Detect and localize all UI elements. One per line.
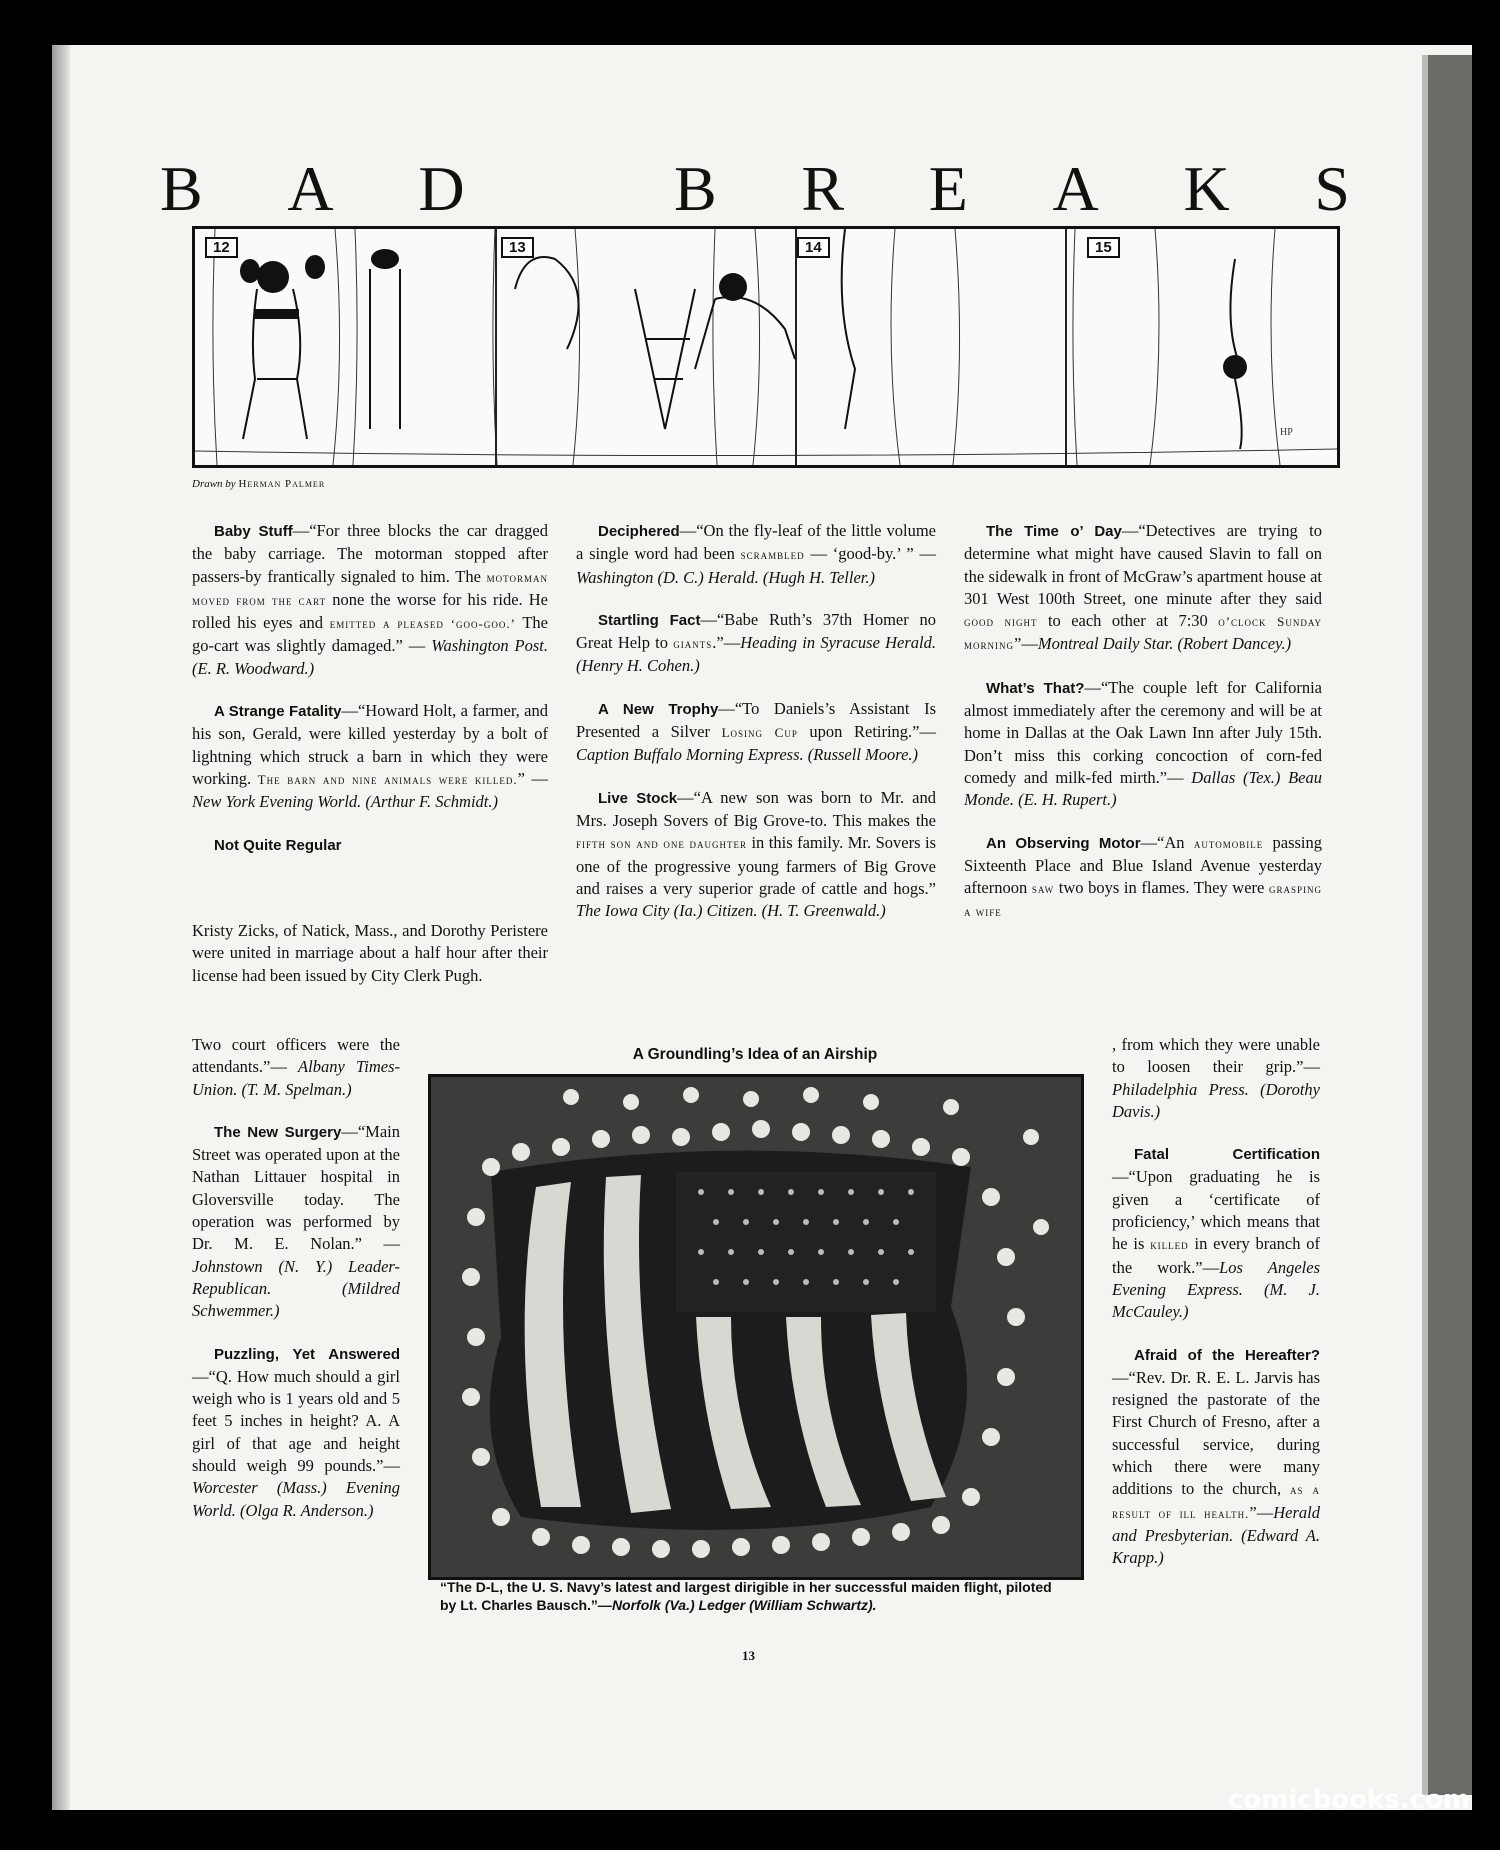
item-text: —“The couple left for California almost immediately after the ceremony and will be at home in Dallas at the Oak Lawn Inn after July 15th. Don’t miss this corking concoction of corn-fed comedy and milk-fed mirth.”—	[964, 677, 1322, 787]
title-letter: S	[1314, 153, 1350, 224]
item-heading: Not Quite Regular	[214, 836, 342, 854]
item-text: —“Main Street was operated upon at the Nathan Littauer hospital in Gloversville today. The operation was performed by Dr. M. E. Nolan.” —	[192, 1121, 400, 1254]
panel-number: 14	[797, 237, 830, 258]
item-fatal-certification	[1112, 1143, 1320, 1323]
item-smallcaps: o’clock Sunday morning	[964, 614, 1322, 653]
item-source: Montreal Daily Star. (Robert Dancey.)	[1037, 634, 1292, 654]
item-text: —“For three blocks the car dragged the baby carriage. The motorman stopped after passers-by frantically signaled to him. The	[192, 521, 548, 586]
item-text: —“Detectives are trying to determine what might have caused Slavin to fall on the sidewalk in front of McGraw’s apartment house at 301 West 100th Street, one minute after they said	[964, 521, 1322, 608]
item-source: Johnstown (N. Y.) Leader-Republican. (Mildred Schwemmer.)	[192, 1256, 400, 1321]
comic-illustration	[195, 229, 1337, 465]
site-watermark: comicbooks.com	[1228, 1785, 1471, 1815]
item-new-trophy	[576, 698, 936, 767]
item-text: ”—	[1014, 634, 1038, 654]
credit-artist: Herman Palmer	[238, 478, 326, 490]
item-text: —“An	[1140, 832, 1194, 852]
column-3	[964, 520, 1322, 924]
title-letter: K	[1183, 153, 1230, 224]
comic-signature: HP	[1280, 427, 1293, 438]
item-baby-stuff	[192, 520, 548, 680]
comic-panel-15	[1065, 229, 1112, 465]
item-source: Washington (D. C.) Herald. (Hugh H. Teller.)	[576, 567, 875, 587]
item-smallcaps: saw	[1031, 881, 1055, 897]
item-source: Los Angeles Evening Express. (M. J. McCauley.)	[1112, 1257, 1320, 1322]
comic-credit	[192, 478, 325, 490]
item-text: in this family. Mr. Sovers is one of the progressive young farmers of Big Grove and raises a very superior grade of cattle and hogs.”	[576, 833, 937, 898]
panel-number: 15	[1087, 237, 1120, 258]
caption-text: “The D-L, the U. S. Navy’s latest and largest dirigible in her successful maiden flight, piloted by Lt. Charles Bausch.”—	[440, 1579, 1052, 1613]
item-whats-that	[964, 677, 1322, 812]
page-edge-stack	[1428, 55, 1472, 1795]
item-observing-motor-tail	[1112, 1034, 1320, 1123]
item-smallcaps: scrambled	[740, 547, 805, 563]
item-text: —“To Daniels’s Assistant Is Presented a Silver	[576, 698, 936, 742]
page-title	[160, 152, 1350, 226]
item-smallcaps: automobile	[1193, 835, 1264, 851]
item-text: , from which they were unable to loosen their grip.”—	[1112, 1035, 1320, 1077]
title-letter: D	[418, 153, 465, 224]
item-text: —“Howard Holt, a farmer, and his son, Gerald, were killed yesterday by a bolt of lightning which struck a barn in which they were working.	[192, 701, 548, 788]
item-puzzling	[192, 1343, 400, 1522]
title-letter: B	[160, 153, 203, 224]
item-source: Albany Times-Union. (T. M. Spelman.)	[192, 1057, 400, 1099]
item-text: — ‘good-by.’ ” —	[804, 544, 937, 564]
item-text: none the worse for his ride. He rolled his eyes and	[192, 589, 549, 633]
item-afraid-hereafter	[1112, 1344, 1320, 1570]
item-smallcaps: good night	[964, 614, 1038, 630]
item-text: .”—	[712, 633, 741, 653]
title-letter: A	[1052, 153, 1099, 224]
column-1-narrow	[192, 1034, 400, 1542]
item-text: —“Babe Ruth’s 37th Homer no Great Help to	[576, 609, 936, 653]
item-heading: Afraid of the Hereafter?	[1134, 1346, 1320, 1364]
item-heading: Baby Stuff	[214, 523, 293, 540]
item-smallcaps: giants	[673, 636, 713, 652]
item-text: ”—	[1249, 1502, 1274, 1522]
item-source: Dallas (Tex.) Beau Monde. (E. H. Rupert.)	[964, 767, 1322, 810]
column-1-continued	[192, 920, 548, 1007]
item-text: The go-cart was slightly damaged.” —	[192, 613, 548, 656]
item-smallcaps: Losing Cup	[721, 725, 798, 741]
panel-number: 12	[205, 237, 238, 258]
title-letter: R	[801, 153, 845, 224]
item-text: —“Upon graduating he is given a ‘certificate of proficiency,’ which means that he is	[1112, 1167, 1320, 1254]
item-text: —“Q. How much should a girl weigh who is 1 years old and 5 feet 5 inches in height? A. A girl of that age and height should weigh 99 pounds.”—	[192, 1366, 400, 1476]
title-letter: E	[928, 153, 968, 224]
item-startling-fact	[576, 609, 936, 678]
item-smallcaps: as a result of ill health.	[1112, 1482, 1320, 1521]
item-not-quite-regular-text: Kristy Zicks, of Natick, Mass., and Dorothy Peristere were united in marriage about a half hour after their license had been issued by City Clerk Pugh.	[192, 921, 548, 985]
item-text: to each other at 7:30	[1037, 611, 1219, 631]
item-smallcaps: fifth son and one daughter	[576, 836, 747, 852]
column-1	[192, 520, 548, 857]
item-text: passing Sixteenth Place and Blue Island Avenue yesterday afternoon	[964, 832, 1323, 898]
item-text: in every branch of the work.”—	[1112, 1234, 1320, 1277]
item-source: Caption Buffalo Morning Express. (Russell Moore.)	[576, 745, 919, 765]
item-text: —“A new son was born to Mr. and Mrs. Joseph Sovers of Big Grove-to. This makes the	[576, 787, 937, 830]
item-live-stock	[576, 787, 936, 923]
caption-source: Norfolk (Va.) Ledger (William Schwartz).	[611, 1597, 877, 1613]
title-letter: B	[673, 153, 717, 224]
column-3-narrow	[1112, 1034, 1320, 1590]
item-text: —“Rev. Dr. R. E. L. Jarvis has resigned the pastorate of the First Church of Fresno, after a successful service, during which there were many additions to the church,	[1112, 1367, 1320, 1499]
item-heading: A New Trophy	[598, 700, 719, 718]
photo-illustration	[431, 1077, 1081, 1577]
item-smallcaps: emitted a pleased ‘goo-goo.’	[329, 616, 516, 632]
item-source: Heading in Syracuse Herald. (Henry H. Cohen.)	[576, 633, 936, 676]
item-time-of-day	[964, 520, 1322, 657]
panel-number: 13	[501, 237, 534, 258]
flag-photograph	[428, 1074, 1084, 1580]
photo-title: A Groundling’s Idea of an Airship	[632, 1046, 878, 1063]
item-heading: Puzzling, Yet Answered	[214, 1345, 400, 1363]
item-text: ” —	[517, 768, 548, 788]
item-heading: A Strange Fatality	[214, 703, 342, 721]
page-spine-shadow	[52, 45, 70, 1810]
item-source: The Iowa City (Ia.) Citizen. (H. T. Greenwald.)	[576, 901, 886, 921]
page-number: 13	[742, 1648, 755, 1663]
item-heading: The New Surgery	[214, 1123, 342, 1141]
photo-caption	[440, 1578, 1060, 1614]
item-smallcaps: motorman moved from the cart	[192, 569, 548, 608]
item-heading: Fatal Certification	[1134, 1146, 1320, 1164]
item-heading: Startling Fact	[598, 611, 701, 629]
item-smallcaps: grasping a wife	[964, 881, 1322, 920]
credit-prefix: Drawn by	[192, 478, 236, 490]
item-smallcaps: The barn and nine animals were killed.	[257, 771, 518, 787]
comic-panel-14	[795, 229, 822, 465]
title-letter: A	[287, 153, 334, 224]
item-observing-motor	[964, 832, 1322, 924]
column-2	[576, 520, 936, 942]
item-deciphered	[576, 520, 936, 589]
item-source: Philadelphia Press. (Dorothy Davis.)	[1112, 1079, 1320, 1121]
comic-panel-13	[495, 229, 526, 465]
item-not-quite-regular	[192, 834, 548, 857]
item-heading: Deciphered	[598, 523, 680, 540]
item-smallcaps: killed	[1150, 1237, 1189, 1253]
item-new-surgery	[192, 1121, 400, 1323]
comic-strip	[192, 226, 1340, 468]
item-heading: An Observing Motor	[986, 834, 1141, 852]
item-heading: The Time o’ Day	[986, 523, 1122, 540]
item-text: upon Retiring.”—	[797, 722, 937, 742]
item-source: Washington Post. (E. R. Woodward.)	[192, 636, 548, 678]
item-heading: What’s That?	[986, 679, 1085, 697]
item-heading: Live Stock	[598, 789, 678, 807]
item-source: Worcester (Mass.) Evening World. (Olga R. Anderson.)	[192, 1478, 400, 1520]
item-not-quite-regular-tail: Two court officers were the attendants.”— Albany Times-Union. (T. M. Spelman.)	[192, 1035, 400, 1099]
item-text: —“On the fly-leaf of the little volume a single word had been	[576, 521, 936, 564]
item-source: Herald and Presbyterian. (Edward A. Krapp.)	[1112, 1502, 1320, 1568]
item-strange-fatality	[192, 700, 548, 813]
item-text: two boys in flames. They were	[1054, 878, 1269, 898]
item-source: New York Evening World. (Arthur F. Schmidt.)	[192, 792, 499, 812]
